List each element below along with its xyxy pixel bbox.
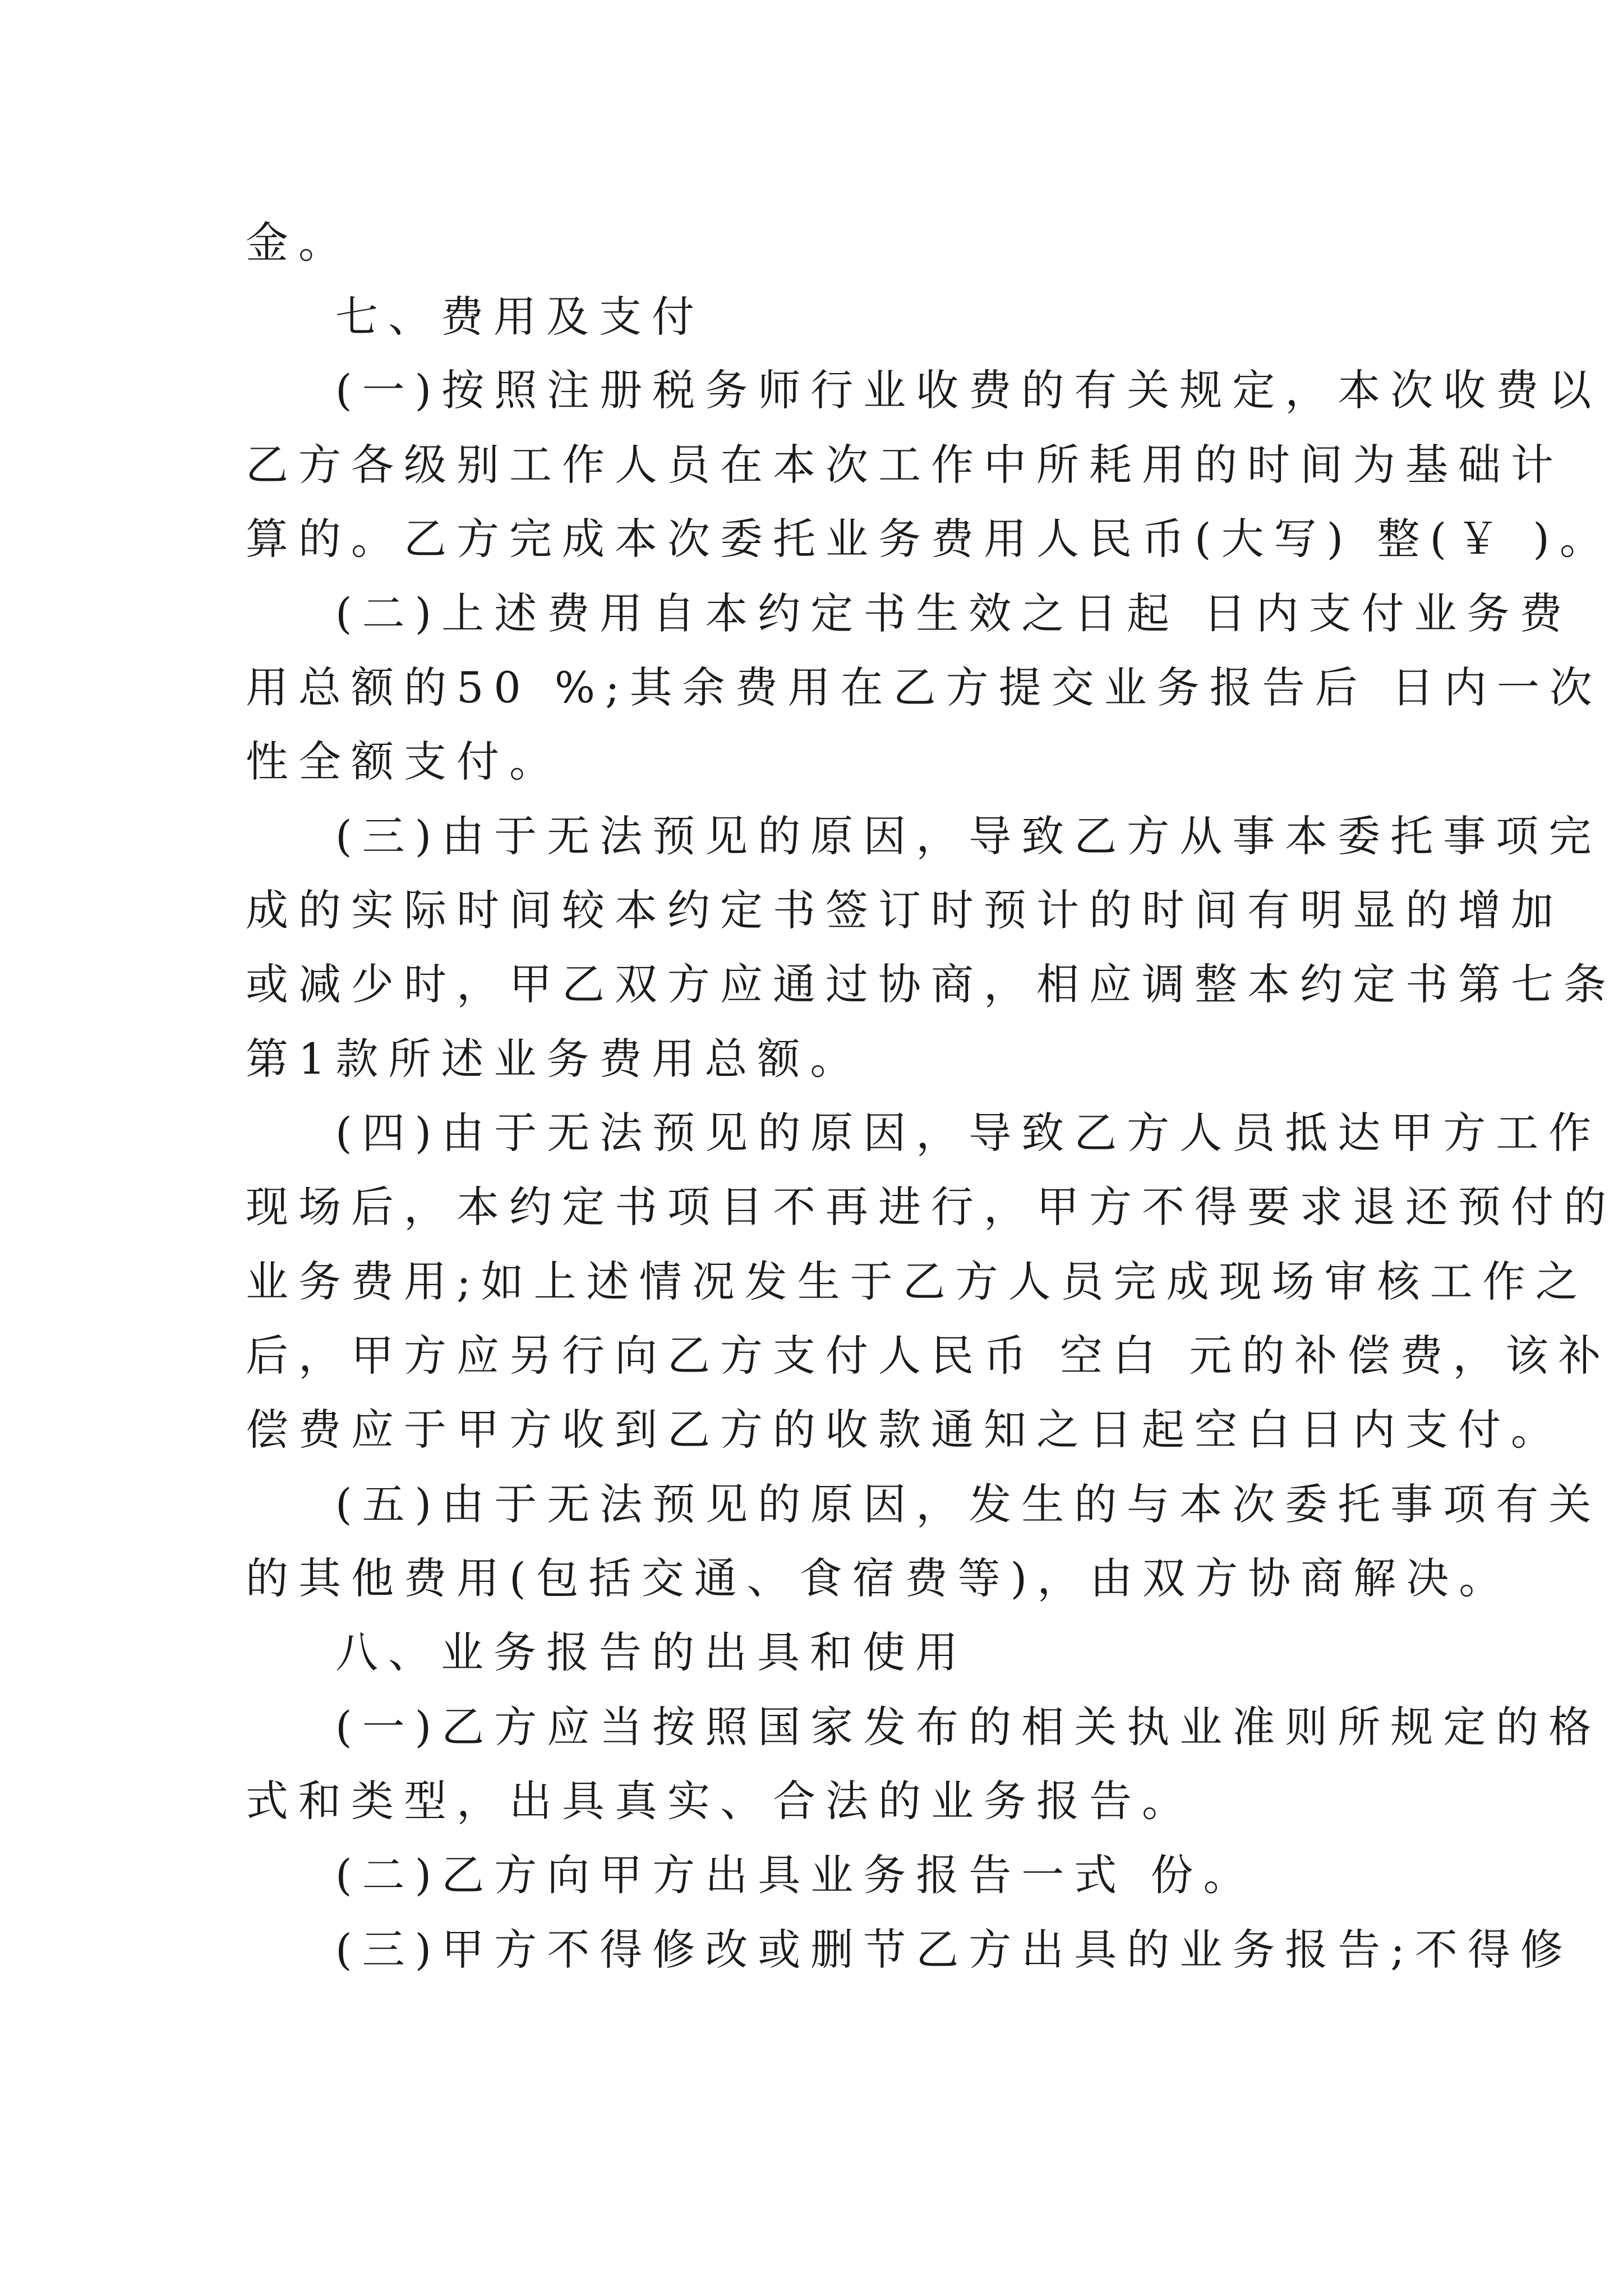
text-line: 性全额支付。 [246, 737, 562, 786]
text-line: (一)按照注册税务师行业收费的有关规定，本次收费以 [335, 365, 1602, 415]
text-line: 用总额的50 %;其余费用在乙方提交业务报告后 日内一次 [246, 662, 1602, 712]
section-heading-report-issuance: 八、业务报告的出具和使用 [335, 1627, 968, 1677]
text-line: 成的实际时间较本约定书签订时预计的时间有明显的增加 [246, 885, 1564, 935]
text-line: 后，甲方应另行向乙方支付人民币 空白 元的补偿费，该补 [246, 1331, 1611, 1381]
text-line: 业务费用;如上述情况发生于乙方人员完成现场审核工作之 [246, 1257, 1588, 1306]
text-line: 的其他费用(包括交通、食宿费等)，由双方协商解决。 [246, 1553, 1512, 1603]
text-line: 偿费应于甲方收到乙方的收款通知之日起空白日内支付。 [246, 1405, 1564, 1455]
text-line: (二)乙方向甲方出具业务报告一式 份。 [335, 1850, 1256, 1900]
text-line: (五)由于无法预见的原因，发生的与本次委托事项有关 [335, 1479, 1602, 1529]
text-line: (二)上述费用自本约定书生效之日起 日内支付业务费 [335, 588, 1573, 638]
text-line: 第1款所述业务费用总额。 [246, 1034, 863, 1084]
text-line: 式和类型，出具真实、合法的业务报告。 [246, 1776, 1195, 1826]
text-line: 乙方各级别工作人员在本次工作中所耗用的时间为基础计 [246, 440, 1564, 490]
text-line: 金。 [246, 218, 351, 268]
text-line: 算的。乙方完成本次委托业务费用人民币(大写) 整(￥ )。 [246, 514, 1612, 564]
text-line: (四)由于无法预见的原因，导致乙方人员抵达甲方工作 [335, 1108, 1602, 1158]
text-line: (三)由于无法预见的原因，导致乙方从事本委托事项完 [335, 811, 1602, 861]
text-line: 现场后，本约定书项目不再进行，甲方不得要求退还预付的 [246, 1182, 1616, 1232]
text-line: (三)甲方不得修改或删节乙方出具的业务报告;不得修 [335, 1925, 1573, 1975]
section-heading-fees-payment: 七、费用及支付 [335, 292, 704, 342]
text-line: (一)乙方应当按照国家发布的相关执业准则所规定的格 [335, 1702, 1602, 1752]
text-line: 或减少时，甲乙双方应通过协商，相应调整本约定书第七条 [246, 959, 1616, 1009]
